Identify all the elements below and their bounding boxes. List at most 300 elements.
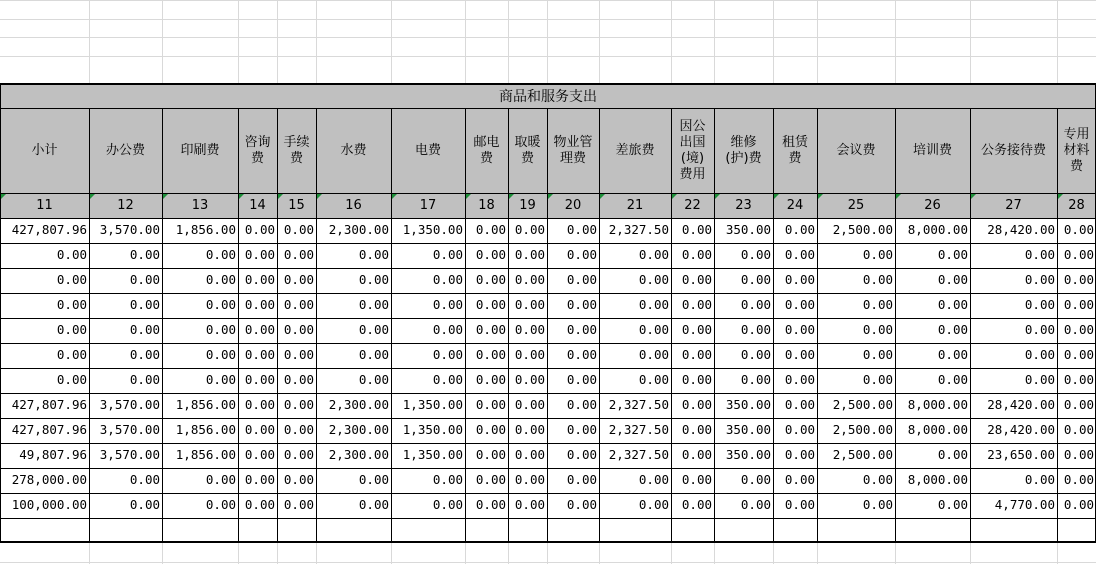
table-cell[interactable]: 0.00 bbox=[432, 247, 463, 262]
table-cell[interactable]: 2,300.00 bbox=[328, 222, 389, 237]
comment-indicator bbox=[896, 194, 901, 199]
table-cell[interactable]: 0.00 bbox=[784, 497, 815, 512]
table-cell[interactable]: 0.00 bbox=[566, 222, 597, 237]
table-cell[interactable] bbox=[599, 518, 671, 543]
border-line bbox=[0, 468, 1096, 469]
table-cell[interactable]: 0.00 bbox=[283, 347, 314, 362]
table-cell[interactable] bbox=[970, 518, 1057, 543]
table-cell[interactable] bbox=[162, 518, 238, 543]
comment-indicator bbox=[509, 194, 514, 199]
column-header-24[interactable]: 租赁费 bbox=[781, 134, 808, 166]
table-cell[interactable]: 1,856.00 bbox=[175, 422, 236, 437]
table-cell[interactable]: 0.00 bbox=[432, 497, 463, 512]
table-cell[interactable]: 0.00 bbox=[638, 472, 669, 487]
table-cell[interactable]: 0.00 bbox=[475, 297, 506, 312]
table-cell[interactable] bbox=[465, 518, 508, 543]
table-cell[interactable]: 0.00 bbox=[1063, 397, 1094, 412]
table-cell[interactable]: 8,000.00 bbox=[907, 397, 968, 412]
table-cell[interactable]: 0.00 bbox=[638, 347, 669, 362]
table-cell[interactable]: 0.00 bbox=[475, 397, 506, 412]
table-cell[interactable]: 0.00 bbox=[566, 247, 597, 262]
column-header-16[interactable]: 水费 bbox=[340, 142, 367, 158]
table-cell[interactable]: 2,327.50 bbox=[608, 222, 669, 237]
table-cell[interactable]: 0.00 bbox=[681, 447, 712, 462]
column-header-26[interactable]: 培训费 bbox=[912, 142, 952, 158]
table-cell[interactable]: 0.00 bbox=[432, 347, 463, 362]
comment-indicator bbox=[392, 194, 397, 199]
table-cell[interactable]: 427,807.96 bbox=[11, 422, 87, 437]
table-cell[interactable]: 0.00 bbox=[862, 322, 893, 337]
table-cell[interactable]: 0.00 bbox=[358, 372, 389, 387]
comment-indicator bbox=[971, 194, 976, 199]
table-cell[interactable]: 0.00 bbox=[937, 247, 968, 262]
table-cell[interactable]: 0.00 bbox=[740, 322, 771, 337]
table-cell[interactable]: 0.00 bbox=[244, 447, 275, 462]
table-cell[interactable]: 0.00 bbox=[244, 422, 275, 437]
table-cell[interactable]: 0.00 bbox=[514, 272, 545, 287]
table-cell[interactable]: 0.00 bbox=[514, 247, 545, 262]
table-cell[interactable]: 0.00 bbox=[129, 272, 160, 287]
table-cell[interactable]: 100,000.00 bbox=[11, 497, 87, 512]
table-cell[interactable]: 0.00 bbox=[244, 247, 275, 262]
table-cell[interactable]: 0.00 bbox=[475, 497, 506, 512]
grid-line bbox=[1057, 0, 1058, 83]
table-cell[interactable]: 0.00 bbox=[681, 297, 712, 312]
table-cell[interactable]: 0.00 bbox=[205, 297, 236, 312]
table-cell[interactable]: 0.00 bbox=[56, 297, 87, 312]
table-cell[interactable]: 278,000.00 bbox=[11, 472, 87, 487]
table-cell[interactable]: 0.00 bbox=[283, 372, 314, 387]
table-cell[interactable]: 0.00 bbox=[475, 472, 506, 487]
table-cell[interactable]: 0.00 bbox=[1024, 472, 1055, 487]
border-line bbox=[0, 418, 1096, 419]
column-header-14[interactable]: 咨询费 bbox=[244, 134, 271, 166]
table-cell[interactable]: 0.00 bbox=[1024, 247, 1055, 262]
table-cell[interactable]: 0.00 bbox=[514, 222, 545, 237]
table-cell[interactable]: 0.00 bbox=[1063, 447, 1094, 462]
column-number-24: 24 bbox=[786, 198, 804, 213]
table-cell[interactable]: 0.00 bbox=[784, 447, 815, 462]
table-cell[interactable]: 427,807.96 bbox=[11, 222, 87, 237]
table-cell[interactable] bbox=[547, 518, 599, 543]
table-cell[interactable]: 28,420.00 bbox=[987, 422, 1055, 437]
table-cell[interactable]: 0.00 bbox=[244, 372, 275, 387]
grid-line bbox=[508, 543, 509, 564]
table-cell[interactable]: 0.00 bbox=[1063, 372, 1094, 387]
table-cell[interactable]: 0.00 bbox=[475, 372, 506, 387]
table-cell[interactable]: 0.00 bbox=[937, 322, 968, 337]
comment-indicator bbox=[1, 194, 6, 199]
border-line bbox=[0, 218, 1096, 219]
table-cell[interactable]: 2,327.50 bbox=[608, 447, 669, 462]
grid-line bbox=[508, 0, 509, 83]
table-cell[interactable]: 0.00 bbox=[681, 422, 712, 437]
table-cell[interactable]: 0.00 bbox=[638, 322, 669, 337]
table-cell[interactable]: 350.00 bbox=[725, 447, 771, 462]
table-cell[interactable]: 0.00 bbox=[784, 347, 815, 362]
table-cell[interactable]: 3,570.00 bbox=[99, 422, 160, 437]
table-cell[interactable]: 0.00 bbox=[784, 297, 815, 312]
table-cell[interactable]: 0.00 bbox=[129, 472, 160, 487]
table-cell[interactable]: 8,000.00 bbox=[907, 222, 968, 237]
table-cell[interactable]: 0.00 bbox=[862, 297, 893, 312]
column-header-19[interactable]: 取暖费 bbox=[514, 134, 541, 166]
table-cell[interactable]: 0.00 bbox=[129, 372, 160, 387]
table-cell[interactable]: 0.00 bbox=[129, 247, 160, 262]
table-cell[interactable] bbox=[508, 518, 547, 543]
table-cell[interactable]: 0.00 bbox=[740, 472, 771, 487]
table-cell[interactable]: 0.00 bbox=[740, 497, 771, 512]
table-cell[interactable] bbox=[277, 518, 316, 543]
table-cell[interactable]: 350.00 bbox=[725, 397, 771, 412]
table-cell[interactable]: 0.00 bbox=[1024, 347, 1055, 362]
table-cell[interactable]: 0.00 bbox=[1063, 272, 1094, 287]
table-cell[interactable]: 1,856.00 bbox=[175, 222, 236, 237]
table-cell[interactable] bbox=[316, 518, 391, 543]
group-title: 商品和服务支出 bbox=[499, 88, 597, 105]
table-cell[interactable]: 0.00 bbox=[937, 272, 968, 287]
grid-line bbox=[547, 543, 548, 564]
table-cell[interactable]: 0.00 bbox=[566, 322, 597, 337]
table-cell[interactable]: 0.00 bbox=[358, 472, 389, 487]
table-cell[interactable]: 1,350.00 bbox=[402, 222, 463, 237]
comment-indicator bbox=[163, 194, 168, 199]
column-number-12: 12 bbox=[117, 198, 134, 213]
table-cell[interactable]: 0.00 bbox=[244, 297, 275, 312]
column-header-22[interactable]: 因公出国(境)费用 bbox=[679, 118, 706, 182]
grid-line bbox=[714, 543, 715, 564]
table-cell[interactable]: 0.00 bbox=[937, 347, 968, 362]
table-cell[interactable]: 0.00 bbox=[1024, 322, 1055, 337]
table-cell[interactable]: 0.00 bbox=[1063, 497, 1094, 512]
table-cell[interactable]: 0.00 bbox=[862, 272, 893, 287]
table-cell[interactable]: 0.00 bbox=[784, 247, 815, 262]
table-cell[interactable]: 2,300.00 bbox=[328, 422, 389, 437]
table-cell[interactable]: 0.00 bbox=[244, 497, 275, 512]
table-cell[interactable]: 4,770.00 bbox=[994, 497, 1055, 512]
table-cell[interactable] bbox=[0, 518, 89, 543]
table-cell[interactable]: 8,000.00 bbox=[907, 472, 968, 487]
border-line bbox=[0, 293, 1096, 294]
table-cell[interactable]: 0.00 bbox=[740, 247, 771, 262]
table-cell[interactable]: 23,650.00 bbox=[987, 447, 1055, 462]
table-cell[interactable]: 0.00 bbox=[283, 497, 314, 512]
table-cell[interactable]: 1,856.00 bbox=[175, 447, 236, 462]
table-cell[interactable]: 0.00 bbox=[566, 447, 597, 462]
table-cell[interactable]: 0.00 bbox=[638, 497, 669, 512]
table-cell[interactable]: 0.00 bbox=[283, 297, 314, 312]
grid-line bbox=[599, 0, 600, 83]
table-cell[interactable]: 1,350.00 bbox=[402, 447, 463, 462]
border-line bbox=[599, 108, 600, 543]
table-cell[interactable]: 0.00 bbox=[566, 497, 597, 512]
table-cell[interactable]: 0.00 bbox=[1024, 297, 1055, 312]
table-cell[interactable]: 0.00 bbox=[681, 272, 712, 287]
table-cell[interactable] bbox=[1057, 518, 1096, 543]
table-cell[interactable]: 0.00 bbox=[1063, 222, 1094, 237]
border-line bbox=[970, 108, 971, 543]
table-cell[interactable]: 0.00 bbox=[283, 397, 314, 412]
table-cell[interactable]: 0.00 bbox=[205, 372, 236, 387]
column-header-11[interactable]: 小计 bbox=[31, 142, 58, 158]
border-line bbox=[547, 108, 548, 543]
table-cell[interactable]: 28,420.00 bbox=[987, 222, 1055, 237]
table-cell[interactable]: 0.00 bbox=[358, 297, 389, 312]
table-cell[interactable]: 0.00 bbox=[432, 472, 463, 487]
table-cell[interactable]: 0.00 bbox=[358, 247, 389, 262]
table-cell[interactable]: 0.00 bbox=[514, 472, 545, 487]
table-cell[interactable]: 0.00 bbox=[56, 322, 87, 337]
column-number-14: 14 bbox=[249, 198, 266, 213]
table-cell[interactable]: 0.00 bbox=[784, 422, 815, 437]
table-cell[interactable]: 0.00 bbox=[514, 322, 545, 337]
column-header-25[interactable]: 会议费 bbox=[836, 142, 876, 158]
table-cell[interactable]: 0.00 bbox=[1024, 272, 1055, 287]
table-cell[interactable]: 0.00 bbox=[514, 447, 545, 462]
grid-line bbox=[970, 0, 971, 83]
comment-indicator bbox=[548, 194, 553, 199]
table-cell[interactable]: 0.00 bbox=[937, 497, 968, 512]
column-header-21[interactable]: 差旅费 bbox=[615, 142, 655, 158]
border-line bbox=[0, 541, 1096, 543]
grid-line bbox=[238, 0, 239, 83]
table-cell[interactable]: 0.00 bbox=[566, 297, 597, 312]
table-cell[interactable]: 0.00 bbox=[244, 222, 275, 237]
border-line bbox=[0, 83, 1096, 85]
table-cell[interactable]: 0.00 bbox=[129, 297, 160, 312]
grid-line bbox=[714, 0, 715, 83]
table-cell[interactable]: 0.00 bbox=[514, 372, 545, 387]
table-cell[interactable]: 0.00 bbox=[937, 447, 968, 462]
table-cell[interactable]: 0.00 bbox=[129, 322, 160, 337]
column-header-15[interactable]: 手续费 bbox=[283, 134, 310, 166]
table-cell[interactable]: 0.00 bbox=[784, 272, 815, 287]
table-cell[interactable]: 0.00 bbox=[358, 322, 389, 337]
table-cell[interactable] bbox=[671, 518, 714, 543]
table-cell[interactable]: 0.00 bbox=[475, 222, 506, 237]
table-cell[interactable]: 0.00 bbox=[205, 497, 236, 512]
table-cell[interactable]: 8,000.00 bbox=[907, 422, 968, 437]
table-cell[interactable]: 0.00 bbox=[205, 247, 236, 262]
table-cell[interactable]: 0.00 bbox=[432, 322, 463, 337]
table-cell[interactable]: 3,570.00 bbox=[99, 447, 160, 462]
table-cell[interactable]: 0.00 bbox=[681, 397, 712, 412]
table-cell[interactable]: 0.00 bbox=[681, 497, 712, 512]
table-cell[interactable]: 0.00 bbox=[205, 272, 236, 287]
comment-indicator bbox=[774, 194, 779, 199]
comment-indicator bbox=[317, 194, 322, 199]
table-cell[interactable]: 0.00 bbox=[566, 272, 597, 287]
table-cell[interactable]: 2,327.50 bbox=[608, 397, 669, 412]
table-cell[interactable]: 2,300.00 bbox=[328, 397, 389, 412]
table-cell[interactable]: 0.00 bbox=[1063, 297, 1094, 312]
table-cell[interactable] bbox=[238, 518, 277, 543]
comment-indicator bbox=[90, 194, 95, 199]
table-cell[interactable]: 0.00 bbox=[1063, 347, 1094, 362]
grid-line bbox=[817, 0, 818, 83]
table-cell[interactable]: 0.00 bbox=[740, 347, 771, 362]
table-cell[interactable]: 49,807.96 bbox=[19, 447, 87, 462]
grid-line bbox=[0, 37, 1096, 38]
table-cell[interactable]: 0.00 bbox=[638, 297, 669, 312]
table-cell[interactable]: 0.00 bbox=[514, 297, 545, 312]
border-line bbox=[508, 108, 509, 543]
table-cell[interactable]: 0.00 bbox=[475, 422, 506, 437]
table-cell[interactable]: 0.00 bbox=[244, 347, 275, 362]
table-cell[interactable]: 2,500.00 bbox=[832, 422, 893, 437]
table-cell[interactable]: 0.00 bbox=[475, 247, 506, 262]
table-cell[interactable]: 1,350.00 bbox=[402, 422, 463, 437]
table-cell[interactable]: 0.00 bbox=[937, 297, 968, 312]
table-cell[interactable]: 0.00 bbox=[283, 422, 314, 437]
table-cell[interactable]: 0.00 bbox=[129, 347, 160, 362]
table-cell[interactable]: 0.00 bbox=[244, 397, 275, 412]
table-cell[interactable] bbox=[391, 518, 465, 543]
table-cell[interactable]: 0.00 bbox=[862, 497, 893, 512]
table-cell[interactable]: 0.00 bbox=[283, 272, 314, 287]
table-cell[interactable]: 0.00 bbox=[566, 472, 597, 487]
column-header-20[interactable]: 物业管理费 bbox=[553, 134, 593, 166]
table-cell[interactable]: 0.00 bbox=[681, 222, 712, 237]
grid-line bbox=[277, 0, 278, 83]
table-cell[interactable]: 0.00 bbox=[1063, 422, 1094, 437]
table-cell[interactable]: 0.00 bbox=[638, 272, 669, 287]
table-cell[interactable]: 2,500.00 bbox=[832, 447, 893, 462]
table-cell[interactable]: 0.00 bbox=[432, 372, 463, 387]
table-cell[interactable]: 0.00 bbox=[475, 272, 506, 287]
border-line bbox=[238, 108, 239, 543]
column-header-13[interactable]: 印刷费 bbox=[180, 142, 220, 158]
table-cell[interactable]: 3,570.00 bbox=[99, 397, 160, 412]
table-cell[interactable]: 2,500.00 bbox=[832, 397, 893, 412]
column-header-17[interactable]: 电费 bbox=[414, 142, 441, 158]
table-cell[interactable] bbox=[817, 518, 895, 543]
table-cell[interactable]: 0.00 bbox=[740, 272, 771, 287]
table-cell[interactable]: 0.00 bbox=[358, 497, 389, 512]
table-cell[interactable]: 0.00 bbox=[566, 422, 597, 437]
table-cell[interactable]: 2,327.50 bbox=[608, 422, 669, 437]
table-cell[interactable]: 0.00 bbox=[56, 372, 87, 387]
table-cell[interactable]: 0.00 bbox=[862, 372, 893, 387]
table-cell[interactable]: 0.00 bbox=[244, 472, 275, 487]
table-cell[interactable]: 350.00 bbox=[725, 222, 771, 237]
table-cell[interactable] bbox=[714, 518, 773, 543]
table-cell[interactable]: 350.00 bbox=[725, 422, 771, 437]
table-cell[interactable]: 0.00 bbox=[56, 247, 87, 262]
table-cell[interactable]: 0.00 bbox=[1063, 247, 1094, 262]
table-cell[interactable]: 0.00 bbox=[740, 372, 771, 387]
table-cell[interactable]: 0.00 bbox=[432, 272, 463, 287]
table-cell[interactable]: 0.00 bbox=[358, 272, 389, 287]
table-cell[interactable]: 0.00 bbox=[514, 347, 545, 362]
table-cell[interactable]: 0.00 bbox=[1063, 322, 1094, 337]
table-cell[interactable]: 0.00 bbox=[784, 397, 815, 412]
border-line bbox=[0, 493, 1096, 494]
table-cell[interactable]: 28,420.00 bbox=[987, 397, 1055, 412]
column-header-23[interactable]: 维修(护)费 bbox=[725, 134, 762, 166]
table-cell[interactable] bbox=[89, 518, 162, 543]
table-cell[interactable]: 0.00 bbox=[784, 322, 815, 337]
border-line bbox=[817, 108, 818, 543]
table-cell[interactable]: 0.00 bbox=[784, 372, 815, 387]
border-line bbox=[0, 318, 1096, 319]
border-line bbox=[465, 108, 466, 543]
table-cell[interactable]: 0.00 bbox=[244, 272, 275, 287]
table-cell[interactable]: 0.00 bbox=[681, 372, 712, 387]
table-cell[interactable]: 0.00 bbox=[681, 247, 712, 262]
table-cell[interactable]: 2,500.00 bbox=[832, 222, 893, 237]
table-cell[interactable]: 0.00 bbox=[205, 347, 236, 362]
table-cell[interactable]: 0.00 bbox=[681, 472, 712, 487]
table-cell[interactable]: 0.00 bbox=[283, 247, 314, 262]
table-cell[interactable] bbox=[895, 518, 970, 543]
table-cell[interactable]: 2,300.00 bbox=[328, 447, 389, 462]
column-number-11: 11 bbox=[36, 198, 53, 213]
table-cell[interactable]: 0.00 bbox=[1063, 472, 1094, 487]
table-cell[interactable]: 0.00 bbox=[740, 297, 771, 312]
column-header-12[interactable]: 办公费 bbox=[105, 142, 145, 158]
table-cell[interactable]: 0.00 bbox=[205, 472, 236, 487]
table-cell[interactable]: 0.00 bbox=[514, 422, 545, 437]
table-cell[interactable]: 0.00 bbox=[514, 497, 545, 512]
border-line bbox=[391, 108, 392, 543]
table-cell[interactable]: 0.00 bbox=[283, 447, 314, 462]
table-cell[interactable]: 1,856.00 bbox=[175, 397, 236, 412]
column-number-28: 28 bbox=[1068, 198, 1085, 213]
table-cell[interactable]: 0.00 bbox=[283, 322, 314, 337]
table-cell[interactable]: 0.00 bbox=[1024, 372, 1055, 387]
table-cell[interactable]: 0.00 bbox=[681, 347, 712, 362]
table-cell[interactable]: 3,570.00 bbox=[99, 222, 160, 237]
table-cell[interactable]: 0.00 bbox=[56, 272, 87, 287]
table-cell[interactable]: 1,350.00 bbox=[402, 397, 463, 412]
table-cell[interactable]: 0.00 bbox=[432, 297, 463, 312]
table-cell[interactable]: 0.00 bbox=[475, 447, 506, 462]
table-cell[interactable]: 0.00 bbox=[475, 347, 506, 362]
table-cell[interactable]: 0.00 bbox=[784, 472, 815, 487]
column-header-18[interactable]: 邮电费 bbox=[473, 134, 500, 166]
table-cell[interactable]: 0.00 bbox=[56, 347, 87, 362]
table-cell[interactable]: 0.00 bbox=[566, 397, 597, 412]
table-cell[interactable]: 0.00 bbox=[244, 322, 275, 337]
table-cell[interactable]: 0.00 bbox=[566, 347, 597, 362]
border-line bbox=[0, 193, 1096, 194]
table-cell[interactable]: 0.00 bbox=[681, 322, 712, 337]
table-cell[interactable]: 0.00 bbox=[937, 372, 968, 387]
table-cell[interactable] bbox=[773, 518, 817, 543]
border-line bbox=[0, 243, 1096, 244]
table-cell[interactable]: 0.00 bbox=[358, 347, 389, 362]
table-cell[interactable]: 0.00 bbox=[862, 347, 893, 362]
table-cell[interactable]: 0.00 bbox=[283, 472, 314, 487]
table-cell[interactable]: 0.00 bbox=[638, 372, 669, 387]
border-line bbox=[0, 108, 1096, 109]
table-cell[interactable]: 0.00 bbox=[638, 247, 669, 262]
column-header-27[interactable]: 公务接待费 bbox=[980, 142, 1046, 158]
table-cell[interactable]: 0.00 bbox=[205, 322, 236, 337]
table-cell[interactable]: 0.00 bbox=[514, 397, 545, 412]
table-cell[interactable]: 0.00 bbox=[862, 472, 893, 487]
table-cell[interactable]: 0.00 bbox=[784, 222, 815, 237]
table-cell[interactable]: 0.00 bbox=[129, 497, 160, 512]
table-cell[interactable]: 427,807.96 bbox=[11, 397, 87, 412]
comment-indicator bbox=[239, 194, 244, 199]
table-cell[interactable]: 0.00 bbox=[566, 372, 597, 387]
column-header-28[interactable]: 专用材料费 bbox=[1063, 126, 1090, 174]
table-cell[interactable]: 0.00 bbox=[475, 322, 506, 337]
table-cell[interactable]: 0.00 bbox=[862, 247, 893, 262]
table-cell[interactable]: 0.00 bbox=[283, 222, 314, 237]
